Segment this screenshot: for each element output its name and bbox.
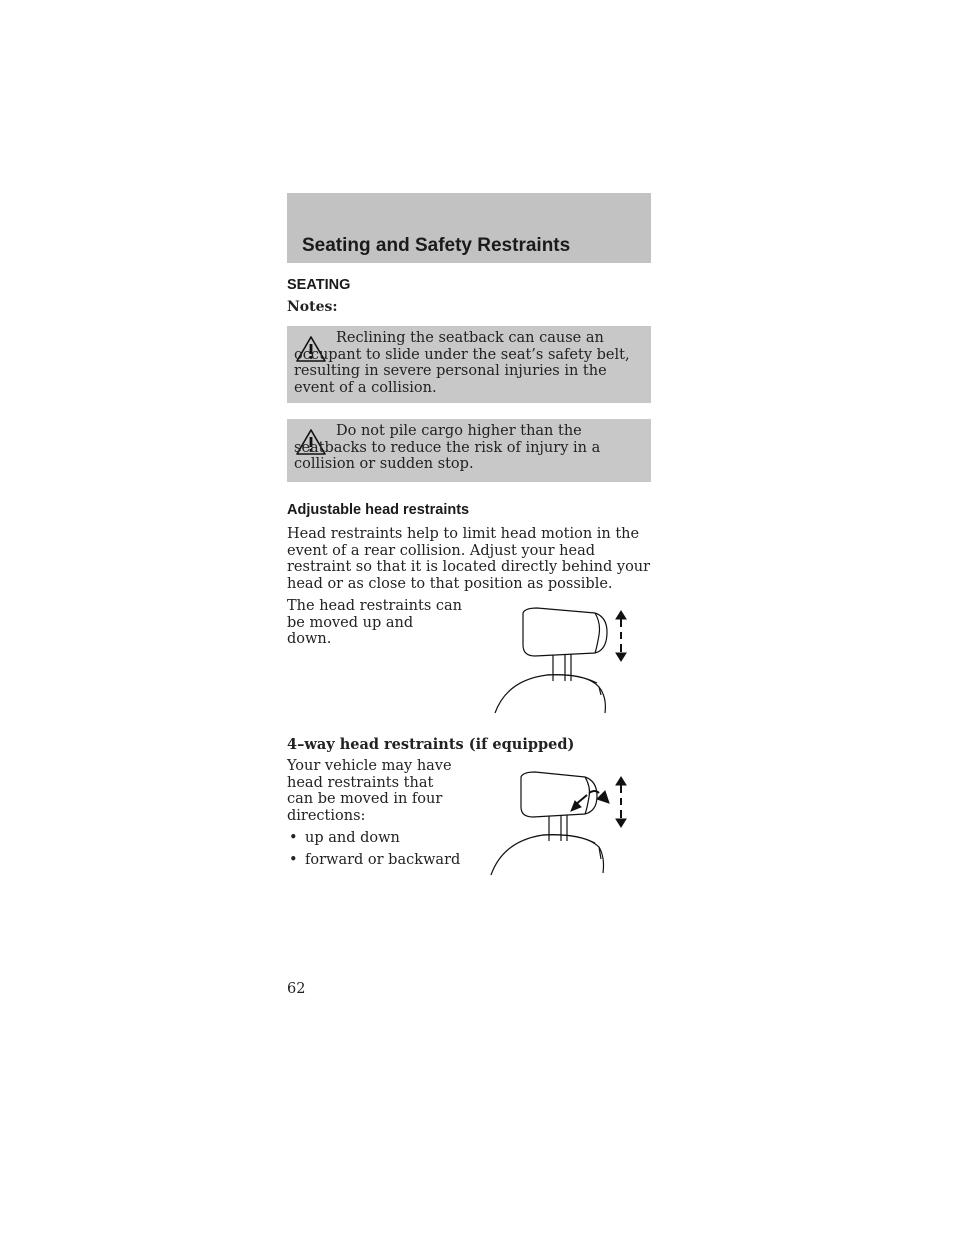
page-number: 62	[287, 981, 306, 997]
head-restraint-up-down-illustration	[487, 605, 637, 717]
four-way-head-restraint-illustration	[485, 769, 635, 879]
adjustable-paragraph: Head restraints help to limit head motion in the event of a rear collision. Adjust your head restraint so that it is located directly behind your head or as close to that position as possible.	[287, 526, 651, 592]
four-way-head-restraints-heading: 4–way head restraints (if equipped)	[287, 736, 575, 753]
four-way-paragraph: Your vehicle may have head restraints that can be moved in four directions:	[287, 758, 452, 824]
warning-text: Do not pile cargo higher than the seatbacks to reduce the risk of injury in a collision or sudden stop.	[294, 423, 601, 472]
chapter-header-bar	[287, 193, 651, 263]
section-heading: SEATING	[287, 277, 351, 293]
warning-box	[287, 326, 651, 403]
figure-caption: The head restraints can be moved up and down.	[287, 598, 462, 647]
chapter-title: Seating and Safety Restraints	[302, 235, 571, 256]
direction-list	[287, 830, 460, 874]
warning-box	[287, 419, 651, 482]
notes-label: Notes:	[287, 299, 338, 315]
list-item: • forward or backward	[289, 852, 461, 868]
warning-text: Reclining the seatback can cause an occupant to slide under the seat’s safety belt, resulting in severe personal injuries in the event of a collision.	[294, 330, 630, 396]
adjustable-head-restraints-heading: Adjustable head restraints	[287, 502, 470, 518]
list-item: • up and down	[289, 830, 400, 846]
